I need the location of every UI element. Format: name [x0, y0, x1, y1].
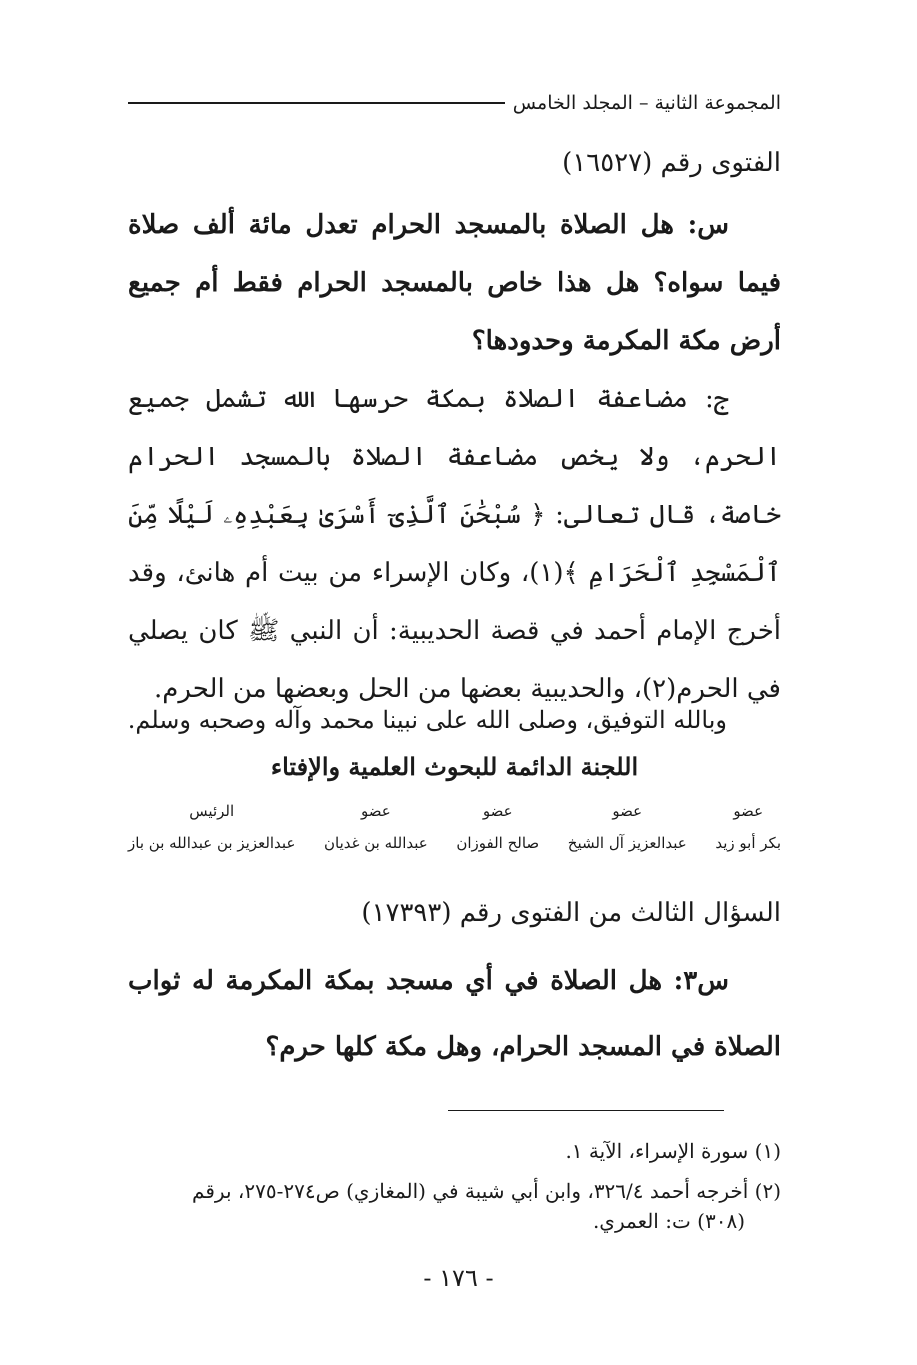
member-name: بكر أبو زيد	[715, 834, 781, 852]
footnote-1: (١) سورة الإسراء، الآية ١.	[565, 1139, 781, 1163]
committee-member	[715, 796, 781, 852]
committee-member	[568, 796, 687, 852]
question-3: س٣: هل الصلاة في أي مسجد بمكة المكرمة له ثواب الصلاة في المسجد الحرام، وهل مكة كلها حرم؟	[128, 966, 781, 1062]
running-header	[128, 92, 781, 114]
running-title: المجموعة الثانية – المجلد الخامس	[512, 92, 781, 114]
member-role: عضو	[361, 802, 391, 820]
page-number: - ١٧٦ -	[423, 1264, 494, 1292]
member-name: عبدالعزيز آل الشيخ	[567, 834, 687, 852]
member-name: صالح الفوزان	[456, 834, 540, 852]
member-name: عبدالله بن غديان	[324, 834, 428, 852]
member-role: عضو	[482, 802, 513, 820]
fatwa-reference: الفتوى رقم (١٦٥٢٧)	[562, 148, 781, 178]
footnote-2	[128, 1176, 781, 1236]
header-rule	[128, 102, 505, 104]
closing-prayer: وبالله التوفيق، وصلى الله على نبينا محمد وآله وصحبه وسلم.	[127, 706, 727, 734]
question-1: س: هل الصلاة بالمسجد الحرام تعدل مائة ألف صلاة فيما سواه؟ هل هذا خاص بالمسجد الحرام فقط أم جميع أرض مكة المكرمة وحدودها؟	[128, 210, 781, 356]
footnote-2-line-1: (٢) أخرجه أحمد ٣٢٦/٤، وابن أبي شيبة في (المغازي) ص٢٧٤-٢٧٥، برقم	[192, 1179, 781, 1203]
committee-members	[128, 796, 781, 852]
committee-member	[128, 796, 295, 852]
footnote-2-line-2: (٣٠٨) ت: العمري.	[592, 1209, 745, 1233]
member-role: الرئيس	[189, 802, 235, 820]
member-name: عبدالعزيز بن عبدالله بن باز	[128, 834, 296, 852]
question-3-reference: السؤال الثالث من الفتوى رقم (١٧٣٩٣)	[361, 898, 781, 928]
committee-member	[456, 796, 539, 852]
committee-member	[324, 796, 428, 852]
member-role: عضو	[733, 802, 764, 820]
footnote-rule	[448, 1110, 724, 1111]
answer-1: ج: مضاعفة الصلاة بمكة حرسها الله تشمل جميع الحرم، ولا يخص مضاعفة الصلاة بالمسجد الحرام خاصة، قال تعالى: ﴿ سُبْحَٰنَ ٱلَّذِىٓ أَسْرَىٰ بِعَبْدِهِۦ لَيْلًا مِّنَ ٱلْمَسْجِدِ ٱلْحَرَامِ ﴾(١)، وكان الإسراء من بيت أم هانئ، وقد أخرج الإمام أحمد في قصة الحديبية: أن النبي ﷺ كان يصلي في الحرم(٢)، والحديبية بعضها من الحل وبعضها من الحرم.	[128, 384, 781, 704]
member-role: عضو	[612, 802, 643, 820]
committee-title: اللجنة الدائمة للبحوث العلمية والإفتاء	[270, 752, 639, 781]
